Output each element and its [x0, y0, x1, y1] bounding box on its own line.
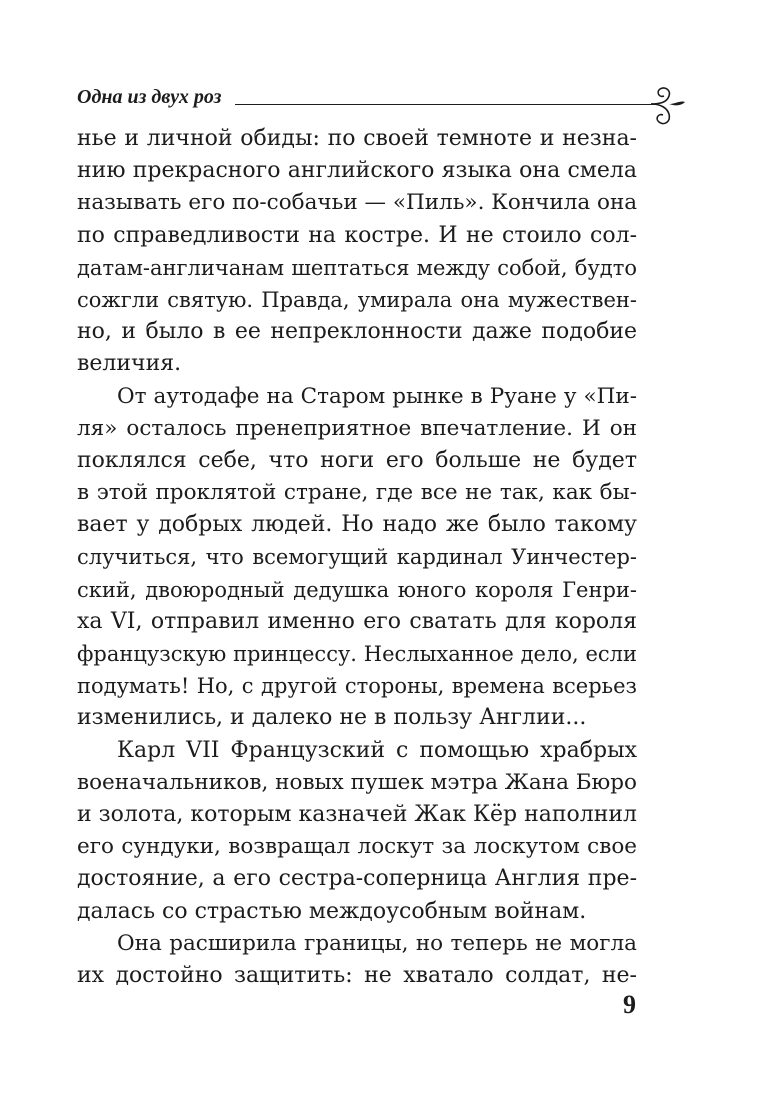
text-line: датам-англичанам шептаться между собой, будто — [77, 255, 637, 280]
text-line: и золота, которым казначей Жак Кёр наполнил — [77, 801, 637, 827]
text-line: нию прекрасного английского языка она смела — [77, 158, 637, 184]
text-line: ский, двоюродный дедушка юного короля Генри- — [77, 577, 637, 602]
text-line: но, и было в ее непреклонности даже подобие — [77, 319, 637, 345]
page-body-text — [77, 123, 637, 992]
text-line: его сундуки, возвращал лоскут за лоскутом свое — [77, 834, 637, 860]
text-line: в этой проклятой стране, где все не так, как бы- — [77, 480, 637, 506]
paragraph-first-line: От аутодафе на Старом рынке в Руане у «Пи- — [117, 383, 637, 409]
text-line: французскую принцессу. Неслыханное дело, если — [77, 642, 637, 666]
running-title: Одна из двух роз — [77, 86, 222, 108]
text-line: случиться, что всемогущий кардинал Уинчестер- — [77, 545, 637, 570]
text-line: сожгли святую. Правда, умирала она мужествен- — [77, 287, 637, 312]
scroll-ornament-icon — [647, 84, 691, 134]
text-line: ля» осталось пренеприятное впечатление. И он — [77, 415, 637, 441]
text-line: по справедливости на костре. И не стоило сол- — [77, 222, 637, 248]
text-line: поклялся себе, что ноги его больше не будет — [77, 447, 637, 473]
text-line: далась со страстью междоусобным войнам. — [77, 898, 587, 924]
page-number: 9 — [623, 990, 636, 1019]
paragraph-first-line: Она расширила границы, но теперь не могла — [117, 930, 637, 956]
text-line: их достойно защитить: не хватало солдат, не- — [77, 962, 637, 988]
text-line: величия. — [77, 351, 182, 377]
text-line: военачальников, новых пушек мэтра Жана Бюро — [77, 769, 637, 795]
text-line: нье и личной обиды: по своей темноте и незна- — [77, 126, 637, 151]
text-line: достояние, а его сестра-соперница Англия пре- — [77, 866, 637, 892]
text-line: ха VI, отправил именно его сватать для короля — [77, 608, 637, 634]
paragraph-first-line: Карл VII Французский с помощью храбрых — [117, 737, 637, 763]
header-rule — [235, 104, 655, 105]
text-line: изменились, и далеко не в пользу Англии... — [77, 705, 587, 731]
text-line: называть его по-собачьи — «Пиль». Кончила она — [77, 190, 637, 216]
text-line: вает у добрых людей. Но надо же было такому — [77, 512, 637, 538]
text-line: подумать! Но, с другой стороны, времена всерьез — [77, 674, 637, 699]
